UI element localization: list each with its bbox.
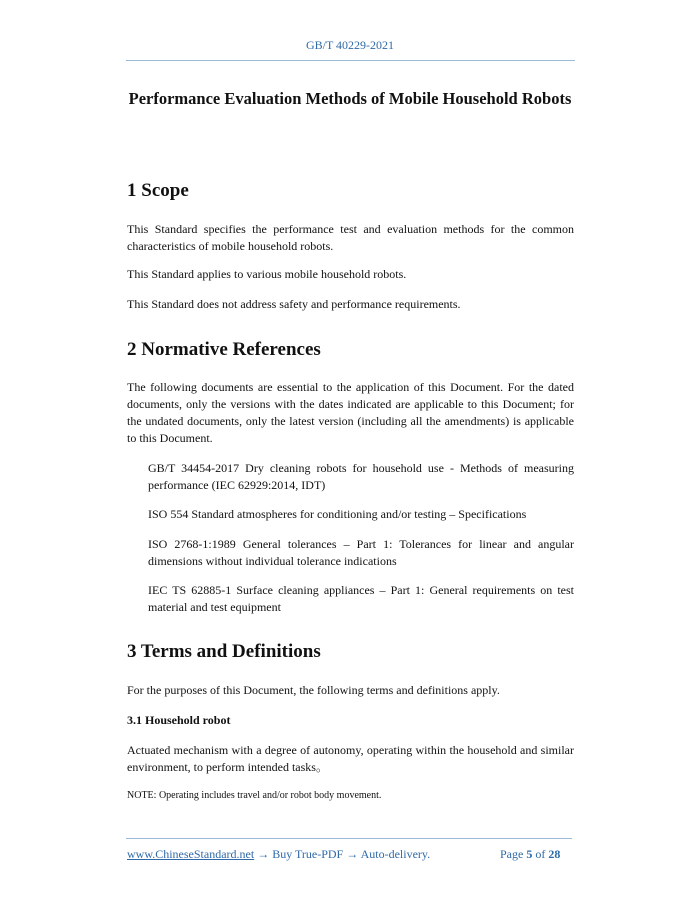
term-note: NOTE: Operating includes travel and/or robot body movement.: [127, 790, 382, 801]
footer-delivery-text: Auto-delivery.: [360, 847, 431, 861]
arrow-right-icon: →: [257, 847, 270, 861]
footer-buy-text: Buy True-PDF: [272, 847, 344, 861]
footer-left: [127, 847, 430, 862]
scope-paragraph: This Standard does not address safety and performance requirements.: [127, 297, 461, 311]
section-heading-terms: 3 Terms and Definitions: [127, 641, 321, 662]
scope-paragraph: This Standard applies to various mobile household robots.: [127, 267, 407, 281]
current-page: 5: [526, 847, 533, 861]
term-title: 3.1 Household robot: [127, 713, 231, 727]
footer-rule: [126, 838, 572, 839]
reference-item: ISO 2768-1:1989 General tolerances – Part 1: Tolerances for linear and angular dimensions without individual tolerance indications: [148, 537, 574, 568]
term-definition: Actuated mechanism with a degree of autonomy, operating within the household and similar environment, to perform intended tasks。: [127, 743, 574, 774]
reference-item: ISO 554 Standard atmospheres for conditioning and/or testing – Specifications: [148, 507, 527, 521]
scope-paragraph: This Standard specifies the performance test and evaluation methods for the common characteristics of mobile household robots.: [127, 222, 574, 253]
footer-site-link[interactable]: www.ChineseStandard.net: [127, 847, 255, 861]
document-title: Performance Evaluation Methods of Mobile Household Robots: [128, 89, 572, 108]
reference-item: IEC TS 62885-1 Surface cleaning appliances – Part 1: General requirements on test material and test equipment: [148, 583, 574, 614]
page-word: Page: [500, 847, 524, 861]
reference-item: GB/T 34454-2017 Dry cleaning robots for household use - Methods of measuring performance (IEC 62929:2014, IDT): [148, 461, 574, 492]
terms-intro: For the purposes of this Document, the following terms and definitions apply.: [127, 683, 500, 697]
normative-intro: The following documents are essential to the application of this Document. For the dated documents, only the versions with the dates indicated are applicable to this Document; for the undated documents, only the latest version (including all the amendments) is applicable to this Document.: [127, 380, 574, 445]
of-word: of: [535, 847, 546, 861]
section-heading-scope: 1 Scope: [127, 180, 189, 201]
header-standard-code: GB/T 40229-2021: [305, 38, 395, 52]
footer-page-number: [500, 847, 560, 862]
total-pages: 28: [548, 847, 561, 861]
section-heading-normative-references: 2 Normative References: [127, 339, 321, 360]
arrow-right-icon: →: [346, 847, 359, 861]
header-rule: [126, 60, 575, 61]
